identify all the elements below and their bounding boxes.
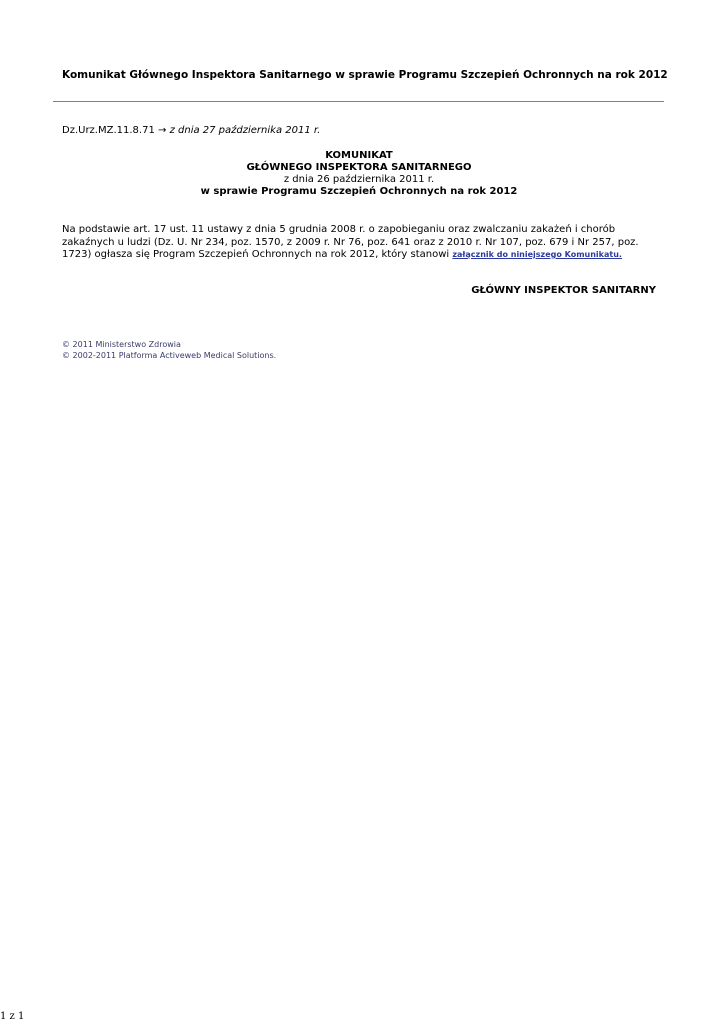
title-divider bbox=[53, 101, 664, 102]
page-number: 1 z 1 bbox=[0, 1011, 25, 1022]
header-subject: w sprawie Programu Szczepień Ochronnych na rok 2012 bbox=[200, 186, 518, 197]
reference-date: z dnia 27 października 2011 r. bbox=[169, 125, 321, 136]
reference-code: Dz.Urz.MZ.11.8.71 bbox=[62, 125, 155, 136]
announcement-header bbox=[62, 150, 656, 198]
announcement-body bbox=[62, 224, 658, 262]
document-title: Komunikat Głównego Inspektora Sanitarnego w sprawie Programu Szczepień Ochronnych na rok 2012 bbox=[62, 69, 668, 81]
header-authority: GŁÓWNEGO INSPEKTORA SANITARNEGO bbox=[246, 162, 472, 173]
attachment-link[interactable]: załącznik do niniejszego Komunikatu. bbox=[452, 250, 622, 259]
header-komunikat: KOMUNIKAT bbox=[325, 150, 393, 161]
reference-line bbox=[62, 125, 320, 136]
header-date: z dnia 26 października 2011 r. bbox=[283, 174, 435, 185]
signature: GŁÓWNY INSPEKTOR SANITARNY bbox=[471, 285, 656, 296]
copyright-platform: © 2002-2011 Platforma Activeweb Medical Solutions. bbox=[62, 350, 277, 360]
arrow-icon: → bbox=[158, 125, 167, 136]
body-paragraph: Na podstawie art. 17 ust. 11 ustawy z dnia 5 grudnia 2008 r. o zapobieganiu oraz zwalczaniu zakażeń i chorób zakaźnych u ludzi (Dz. U. Nr 234, poz. 1570, z 2009 r. Nr 76, poz. 641 oraz z 2010 r. Nr 107, poz. 679 i Nr 257, poz. 1723) ogłasza się Program Szczepień Ochronnych na rok 2012, który stanowi bbox=[62, 224, 639, 260]
copyright-ministry: © 2011 Ministerstwo Zdrowia bbox=[62, 340, 181, 349]
copyright-footer bbox=[62, 340, 276, 361]
